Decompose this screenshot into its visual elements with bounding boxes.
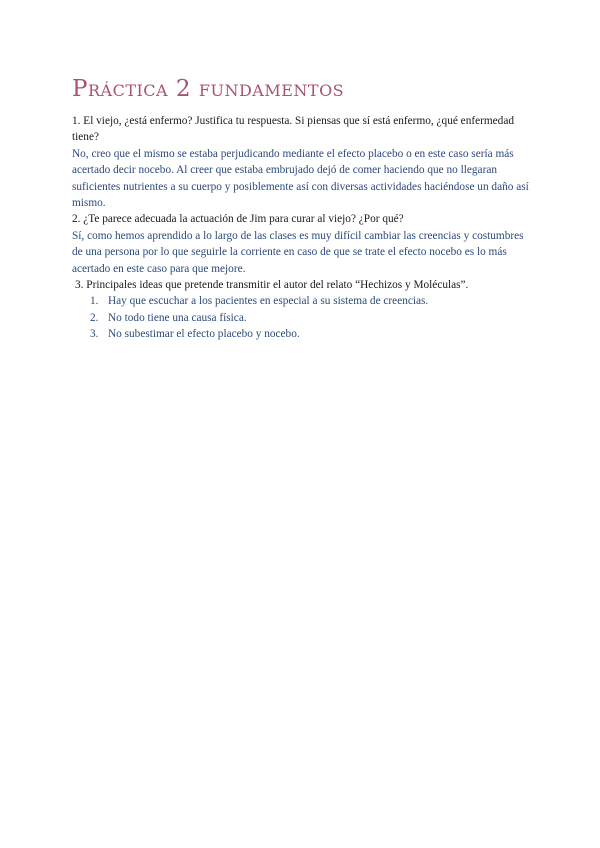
question-2: 2. ¿Te parece adecuada la actuación de Jim para curar al viejo? ¿Por qué? xyxy=(72,213,404,226)
list-item xyxy=(72,293,532,309)
question-3: 3. Principales ideas que pretende transmitir el autor del relato “Hechizos y Moléculas”. xyxy=(75,279,469,292)
answer-1: No, creo que el mismo se estaba perjudicando mediante el efecto placebo o en este caso sería más acertado decir nocebo. Al creer que estaba embrujado dejó de comer haciendo que no llegaran suficientes nutrientes a su cuerpo y posiblemente así con diversas actividades haciéndose un daño así mismo. xyxy=(72,147,529,210)
document-body xyxy=(72,113,532,343)
question-1: 1. El viejo, ¿está enfermo? Justifica tu respuesta. Si piensas que sí está enfermo, ¿qué enfermedad tiene? xyxy=(72,115,514,144)
answer-2: Sí, como hemos aprendido a lo largo de las clases es muy difícil cambiar las creencias y costumbres de una persona por lo que seguirle la corriente en caso de que se trate el efecto nocebo es lo más acertado en este caso para que mejore. xyxy=(72,229,524,275)
list-number: 3. xyxy=(90,328,99,341)
list-number: 2. xyxy=(90,311,99,324)
list-item-text: No todo tiene una causa física. xyxy=(108,311,247,324)
list-item xyxy=(72,326,532,342)
list-item-text: Hay que escuchar a los pacientes en especial a su sistema de creencias. xyxy=(108,295,429,308)
list-number: 1. xyxy=(90,295,99,308)
list-item xyxy=(72,310,532,326)
list-item-text: No subestimar el efecto placebo y nocebo. xyxy=(108,328,300,341)
document-title: Práctica 2 fundamentos xyxy=(72,76,345,102)
ideas-list xyxy=(72,293,532,342)
